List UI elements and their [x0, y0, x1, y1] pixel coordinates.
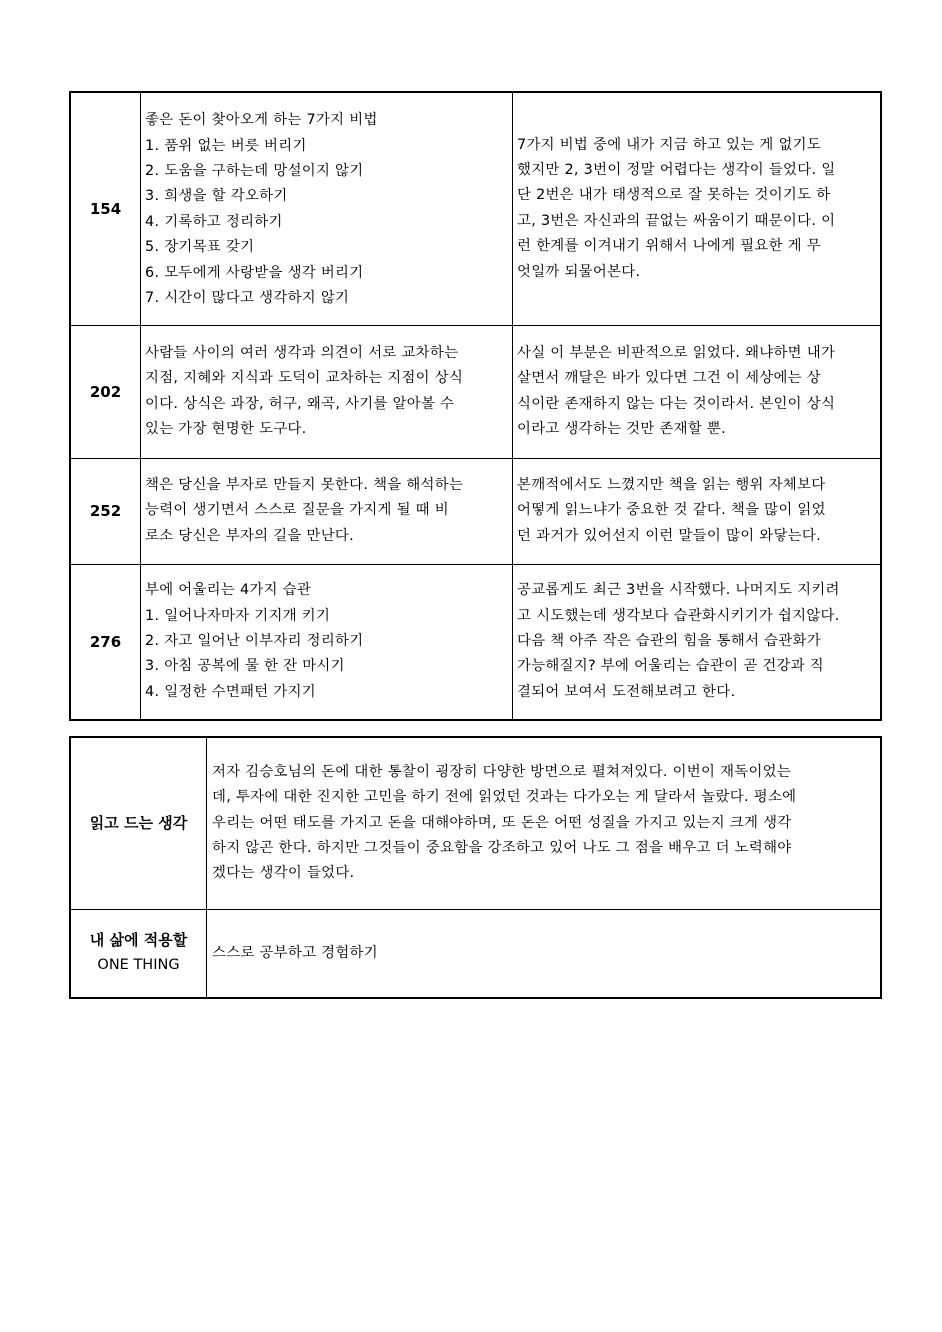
reflection-line: 살면서 깨달은 바가 있다면 그건 이 세상에는 상 [517, 370, 821, 387]
page-number: 202 [70, 325, 141, 458]
thoughts-line: 우리는 어떤 태도를 가지고 돈을 대해야하며, 또 돈은 어떤 성질을 가지고 있는지 크게 생각 [212, 814, 792, 831]
page-number: 252 [70, 458, 141, 564]
reflection-line: 공교롭게도 최근 3번을 시작했다. 나머지도 지키려 [517, 582, 840, 599]
reflection-line: 던 과거가 있어선지 이런 말들이 많이 와닿는다. [517, 527, 821, 544]
reflection-line: 7가지 비법 중에 내가 지금 하고 있는 게 없기도 [517, 136, 822, 153]
quote-line: 2. 도움을 구하는데 망설이지 않기 [145, 162, 364, 179]
onething-value: 스스로 공부하고 경험하기 [212, 944, 378, 961]
quote-row [70, 458, 881, 564]
reflection-line: 런 한계를 이겨내기 위해서 나에게 필요한 게 무 [517, 238, 821, 255]
reflection-line: 고 시도했는데 생각보다 습관화시키기가 쉽지않다. [517, 607, 840, 624]
quote-line: 지점, 지혜와 지식과 도덕이 교차하는 지점이 상식 [145, 370, 464, 387]
quote-line: 1. 품위 없는 버릇 버리기 [145, 137, 307, 154]
reflection-line: 어떻게 읽느냐가 중요한 것 같다. 책을 많이 읽었 [517, 502, 826, 519]
reflection-line: 했지만 2, 3번이 정말 어렵다는 생각이 들었다. 일 [517, 161, 836, 178]
quote-line: 있는 가장 현명한 도구다. [145, 420, 307, 437]
page-number: 276 [70, 564, 141, 720]
reflection-line: 결되어 보여서 도전해보려고 한다. [517, 683, 736, 700]
quote-row [70, 325, 881, 458]
quote-line: 5. 장기목표 갖기 [145, 239, 255, 256]
quote-line: 6. 모두에게 사랑받을 생각 버리기 [145, 264, 364, 281]
quote-row [70, 564, 881, 720]
onething-row [70, 909, 881, 998]
reflection-line: 본깨적에서도 느꼈지만 책을 읽는 행위 자체보다 [517, 476, 826, 493]
reflection-line: 다음 책 아주 작은 습관의 힘을 통해서 습관화가 [517, 633, 821, 650]
onething-label [70, 909, 207, 998]
reflection-line: 가능해질지? 부에 어울리는 습관이 곧 건강과 직 [517, 658, 825, 675]
onething-label-line1: 내 삶에 적용할 [89, 931, 188, 950]
reflection-text [513, 325, 882, 458]
quote-text [141, 564, 513, 720]
onething-text [207, 909, 882, 998]
quote-line: 능력이 생기면서 스스로 질문을 가지게 될 때 비 [145, 502, 449, 519]
quote-text [141, 325, 513, 458]
reflection-line: 식이란 존재하지 않는 다는 것이라서. 본인이 상식 [517, 395, 836, 412]
reflection-line: 사실 이 부분은 비판적으로 읽었다. 왜냐하면 내가 [517, 344, 836, 361]
quote-line: 4. 일정한 수면패턴 가지기 [145, 683, 316, 700]
quote-line: 7. 시간이 많다고 생각하지 않기 [145, 289, 350, 306]
quotes-table [69, 91, 882, 721]
quote-line: 책은 당신을 부자로 만들지 못한다. 책을 해석하는 [145, 476, 464, 493]
quote-line: 3. 아침 공복에 물 한 잔 마시기 [145, 658, 345, 675]
quote-row [70, 92, 881, 325]
thoughts-line: 저자 김승호님의 돈에 대한 통찰이 굉장히 다양한 방면으로 펼쳐져있다. 이번이 재독이었는 [212, 763, 792, 780]
quote-line: 사람들 사이의 여러 생각과 의견이 서로 교차하는 [145, 344, 459, 361]
reflection-line: 고, 3번은 자신과의 끝없는 싸움이기 때문이다. 이 [517, 212, 836, 229]
quote-line: 2. 자고 일어난 이부자리 정리하기 [145, 633, 364, 650]
summary-table [69, 736, 882, 999]
reflection-text [513, 92, 882, 325]
onething-label-line2: ONE THING [97, 957, 180, 974]
quote-text [141, 92, 513, 325]
quote-line: 4. 기록하고 정리하기 [145, 213, 283, 230]
quote-line: 이다. 상식은 과장, 허구, 왜곡, 사기를 알아볼 수 [145, 395, 455, 412]
quote-line: 좋은 돈이 찾아오게 하는 7가지 비법 [145, 112, 378, 129]
reflection-text [513, 564, 882, 720]
thoughts-line: 겠다는 생각이 들었다. [212, 865, 355, 882]
reflection-text [513, 458, 882, 564]
reflection-line: 엇일까 되물어본다. [517, 263, 641, 280]
quote-line: 3. 희생을 할 각오하기 [145, 188, 288, 205]
thoughts-line: 데, 투자에 대한 진지한 고민을 하기 전에 읽었던 것과는 다가오는 게 달라서 놀랐다. 평소에 [212, 789, 797, 806]
reflection-line: 단 2번은 내가 태생적으로 잘 못하는 것이기도 하 [517, 187, 831, 204]
quote-line: 1. 일어나자마자 기지개 키기 [145, 607, 331, 624]
thoughts-label: 읽고 드는 생각 [70, 737, 207, 909]
quote-line: 부에 어울리는 4가지 습관 [145, 582, 312, 599]
thoughts-row [70, 737, 881, 909]
reflection-line: 이라고 생각하는 것만 존재할 뿐. [517, 420, 726, 437]
quote-line: 로소 당신은 부자의 길을 만난다. [145, 527, 354, 544]
thoughts-text [207, 737, 882, 909]
quote-text [141, 458, 513, 564]
thoughts-line: 하지 않곤 한다. 하지만 그것들이 중요함을 강조하고 있어 나도 그 점을 배우고 더 노력해야 [212, 839, 792, 856]
page-number: 154 [70, 92, 141, 325]
